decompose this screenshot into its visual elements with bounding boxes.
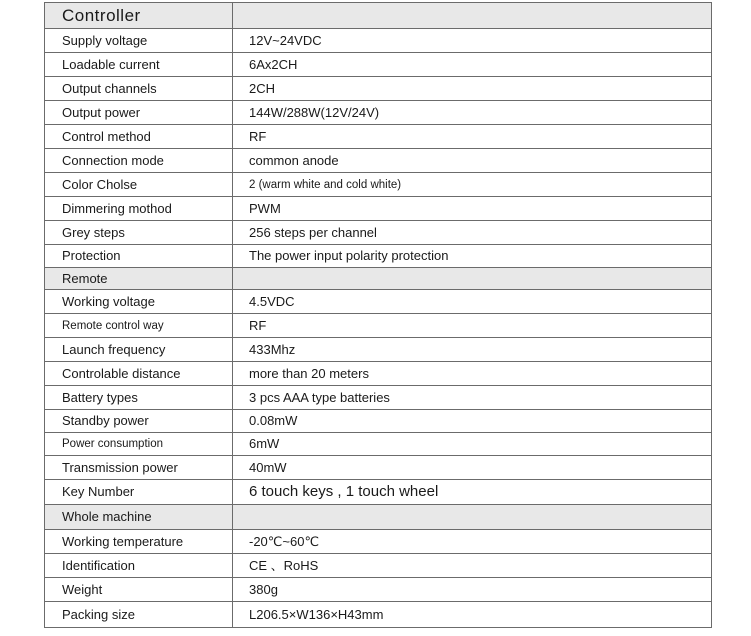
spec-label: Control method xyxy=(45,125,233,149)
spec-value: more than 20 meters xyxy=(233,362,712,386)
spec-label: Battery types xyxy=(45,386,233,410)
table-row xyxy=(45,338,712,362)
table-row xyxy=(45,456,712,480)
spec-label: Output channels xyxy=(45,77,233,101)
table-row xyxy=(45,433,712,456)
spec-value: 40mW xyxy=(233,456,712,480)
spec-value: 6mW xyxy=(233,433,712,456)
spec-label: Output power xyxy=(45,101,233,125)
spec-label: Supply voltage xyxy=(45,29,233,53)
table-row xyxy=(45,77,712,101)
spec-label: Standby power xyxy=(45,410,233,433)
spec-label: Identification xyxy=(45,554,233,578)
spec-label: Working voltage xyxy=(45,290,233,314)
spec-value: 433Mhz xyxy=(233,338,712,362)
section-title: Controller xyxy=(45,3,233,29)
section-header-controller xyxy=(45,3,712,29)
section-title: Whole machine xyxy=(45,505,233,530)
spec-value: 4.5VDC xyxy=(233,290,712,314)
table-row xyxy=(45,173,712,197)
spec-label: Color Cholse xyxy=(45,173,233,197)
spec-value: 6 touch keys , 1 touch wheel xyxy=(233,480,712,505)
spec-value: PWM xyxy=(233,197,712,221)
table-row xyxy=(45,149,712,173)
spec-label: Launch frequency xyxy=(45,338,233,362)
spec-label: Protection xyxy=(45,245,233,268)
spec-value: L206.5×W136×H43mm xyxy=(233,602,712,628)
table-row xyxy=(45,290,712,314)
table-row xyxy=(45,578,712,602)
table-row xyxy=(45,410,712,433)
spec-label: Transmission power xyxy=(45,456,233,480)
spec-table xyxy=(44,2,712,628)
section-title: Remote xyxy=(45,268,233,290)
table-row xyxy=(45,386,712,410)
table-row xyxy=(45,221,712,245)
table-row xyxy=(45,29,712,53)
spec-label: Key Number xyxy=(45,480,233,505)
spec-value: 256 steps per channel xyxy=(233,221,712,245)
spec-label: Working temperature xyxy=(45,530,233,554)
spec-value: 2CH xyxy=(233,77,712,101)
section-empty-cell xyxy=(233,268,712,290)
table-row xyxy=(45,101,712,125)
spec-label: Loadable current xyxy=(45,53,233,77)
table-row xyxy=(45,602,712,628)
spec-value: RF xyxy=(233,314,712,338)
spec-label: Power consumption xyxy=(45,433,233,456)
table-row xyxy=(45,245,712,268)
table-row xyxy=(45,554,712,578)
spec-label: Grey steps xyxy=(45,221,233,245)
spec-label: Packing size xyxy=(45,602,233,628)
spec-value: -20℃~60℃ xyxy=(233,530,712,554)
spec-label: Controlable distance xyxy=(45,362,233,386)
table-row xyxy=(45,362,712,386)
spec-value: common anode xyxy=(233,149,712,173)
table-row xyxy=(45,125,712,149)
spec-label: Weight xyxy=(45,578,233,602)
spec-value: RF xyxy=(233,125,712,149)
spec-value: 380g xyxy=(233,578,712,602)
table-row xyxy=(45,480,712,505)
spec-value: The power input polarity protection xyxy=(233,245,712,268)
section-empty-cell xyxy=(233,505,712,530)
section-header-remote xyxy=(45,268,712,290)
section-header-whole-machine xyxy=(45,505,712,530)
table-row xyxy=(45,197,712,221)
spec-value: 0.08mW xyxy=(233,410,712,433)
spec-label: Dimmering mothod xyxy=(45,197,233,221)
spec-label: Remote control way xyxy=(45,314,233,338)
section-empty-cell xyxy=(233,3,712,29)
table-row xyxy=(45,314,712,338)
table-row xyxy=(45,530,712,554)
spec-value: 2 (warm white and cold white) xyxy=(233,173,712,197)
spec-value: CE 、RoHS xyxy=(233,554,712,578)
spec-value: 3 pcs AAA type batteries xyxy=(233,386,712,410)
spec-label: Connection mode xyxy=(45,149,233,173)
spec-value: 6Ax2CH xyxy=(233,53,712,77)
spec-value: 144W/288W(12V/24V) xyxy=(233,101,712,125)
spec-value: 12V~24VDC xyxy=(233,29,712,53)
table-row xyxy=(45,53,712,77)
